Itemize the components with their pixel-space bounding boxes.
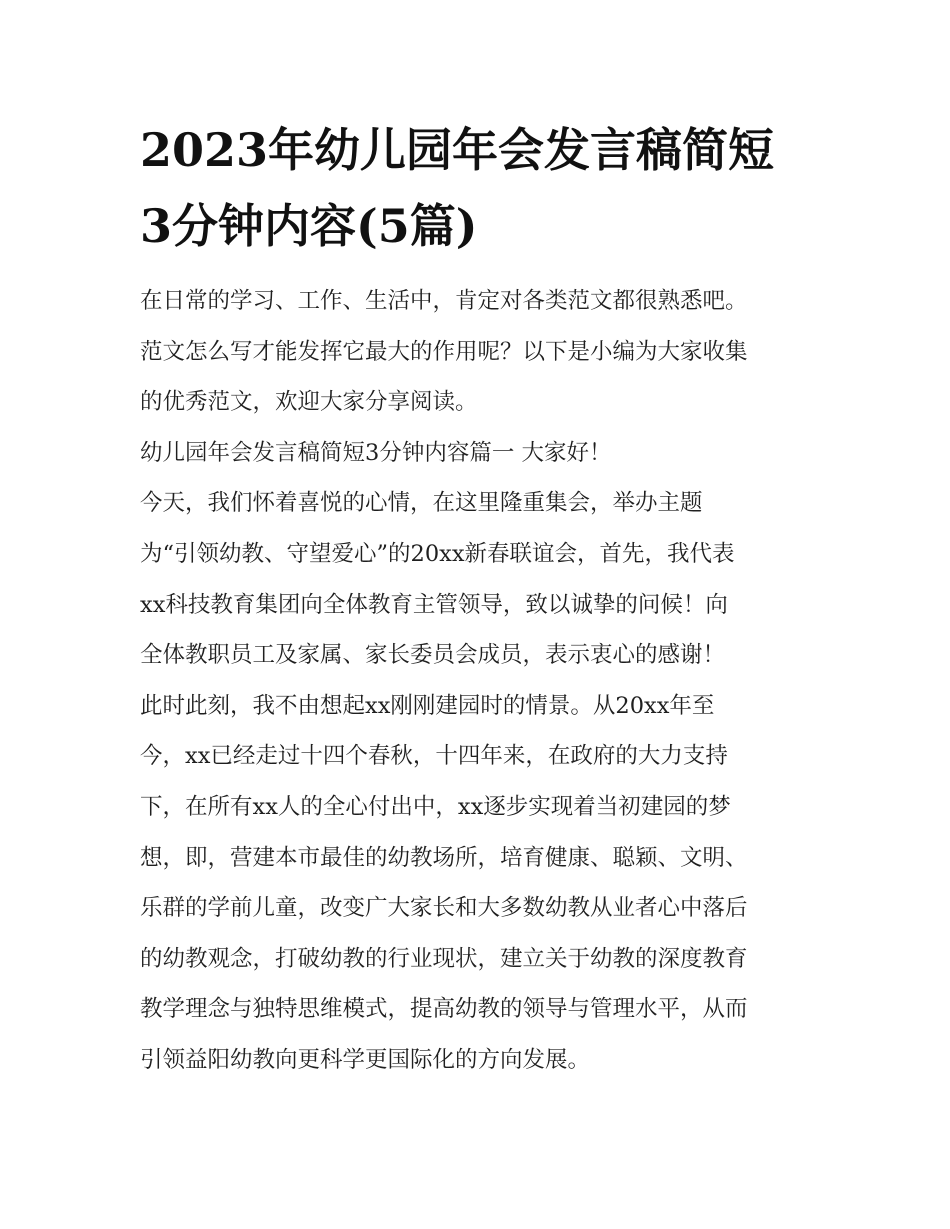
body-line: 引领益阳幼教向更科学更国际化的方向发展。 — [140, 1046, 591, 1073]
title-line-1: 2023年幼儿园年会发言稿简短 — [140, 123, 775, 177]
body-line: 的优秀范文，欢迎大家分享阅读。 — [140, 389, 478, 416]
body-line: xx科技教育集团向全体教育主管领导，致以诚挚的问候！向 — [140, 591, 728, 618]
body-line: 的幼教观念，打破幼教的行业现状，建立关于幼教的深度教育 — [140, 945, 748, 972]
body-line: 范文怎么写才能发挥它最大的作用呢？以下是小编为大家收集 — [140, 338, 748, 365]
body-line: 此时此刻，我不由想起xx刚刚建园时的情景。从20xx年至 — [140, 692, 715, 719]
document-body — [140, 276, 830, 1086]
body-line: 想，即，营建本市最佳的幼教场所，培育健康、聪颖、文明、 — [140, 844, 748, 871]
body-line: 今，xx已经走过十四个春秋，十四年来，在政府的大力支持 — [140, 743, 728, 770]
document-title — [140, 112, 840, 264]
title-line-2: 3分钟内容(5篇) — [140, 199, 478, 253]
section-heading-line: 幼儿园年会发言稿简短3分钟内容篇一 大家好！ — [140, 439, 612, 466]
body-line: 今天，我们怀着喜悦的心情，在这里隆重集会，举办主题 — [140, 490, 703, 517]
body-line: 全体教职员工及家属、家长委员会成员，表示衷心的感谢！ — [140, 642, 726, 669]
body-line: 教学理念与独特思维模式，提高幼教的领导与管理水平，从而 — [140, 996, 748, 1023]
body-line: 为“引领幼教、守望爱心”的20xx新春联谊会，首先，我代表 — [140, 540, 735, 567]
body-line: 在日常的学习、工作、生活中，肯定对各类范文都很熟悉吧。 — [140, 288, 748, 314]
body-line: 乐群的学前儿童，改变广大家长和大多数幼教从业者心中落后 — [140, 895, 748, 922]
body-line: 下，在所有xx人的全心付出中，xx逐步实现着当初建园的梦 — [140, 793, 731, 820]
